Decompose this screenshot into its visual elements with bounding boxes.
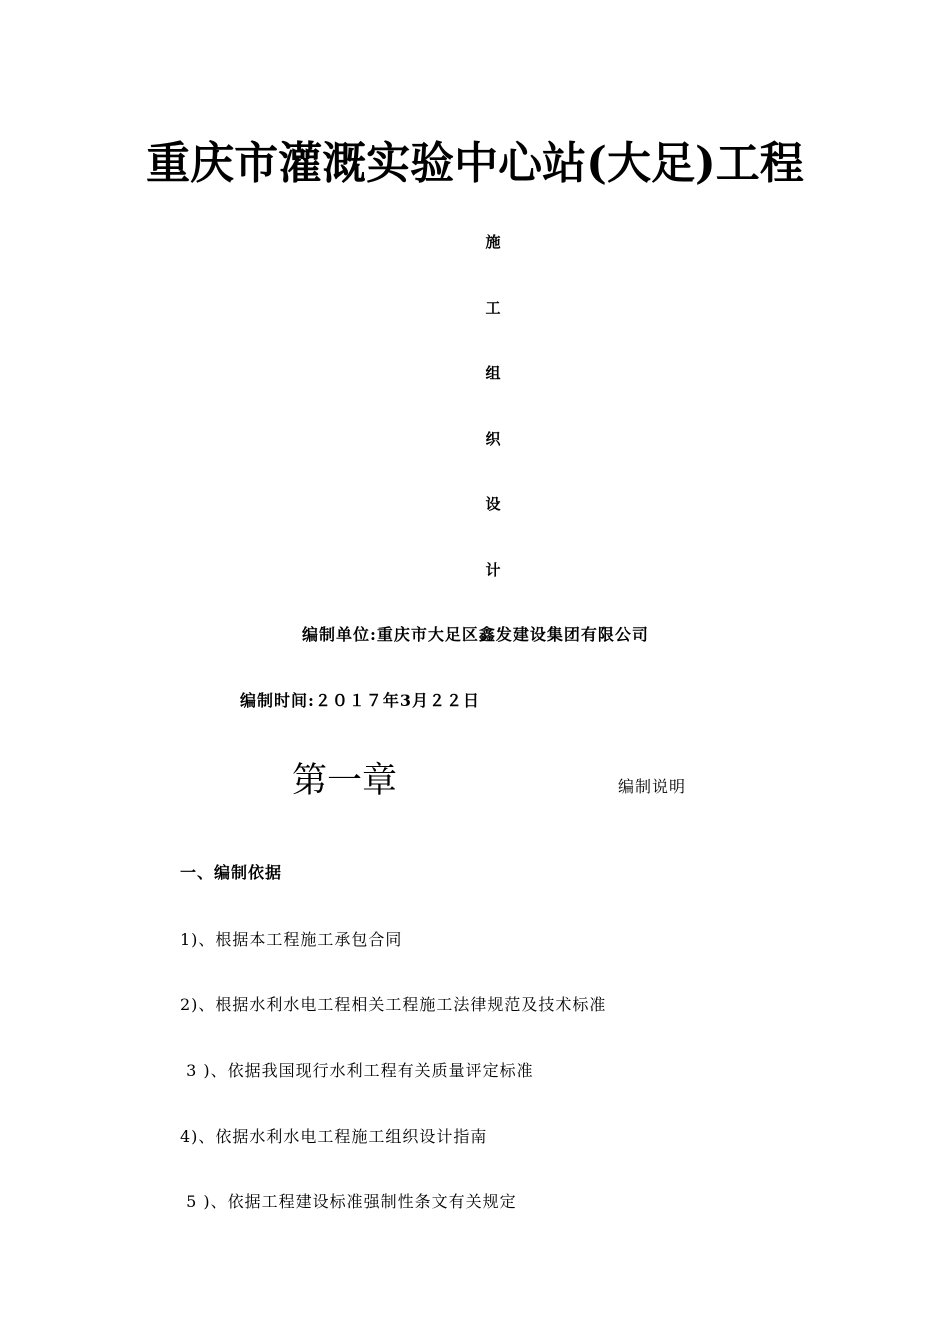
basis-item: 3 )、依据我国现行水利工程有关质量评定标准 xyxy=(180,1061,534,1080)
chapter-title: 编制说明 xyxy=(618,777,687,796)
subtitle-char-5: 设 xyxy=(485,495,501,513)
basis-item: 5 )、依据工程建设标准强制性条文有关规定 xyxy=(180,1192,517,1211)
subtitle-char-1: 施 xyxy=(485,233,501,251)
basis-item: 1)、根据本工程施工承包合同 xyxy=(180,930,403,949)
compiler-unit: 编制单位:重庆市大足区鑫发建设集团有限公司 xyxy=(302,625,649,644)
basis-item: 2)、根据水利水电工程相关工程施工法律规范及技术标准 xyxy=(180,995,607,1014)
section-heading: 一、编制依据 xyxy=(180,863,283,882)
subtitle-char-6: 计 xyxy=(485,561,501,579)
subtitle-char-2: 工 xyxy=(485,299,501,317)
subtitle-char-3: 组 xyxy=(485,364,501,382)
basis-item: 4)、依据水利水电工程施工组织设计指南 xyxy=(180,1127,488,1146)
document-title: 重庆市灌溉实验中心站(大足)工程 xyxy=(146,138,804,189)
subtitle-char-4: 织 xyxy=(485,430,501,448)
compile-time: 编制时间:２０１７年3月２２日 xyxy=(240,691,481,710)
chapter-number: 第一章 xyxy=(292,761,398,801)
